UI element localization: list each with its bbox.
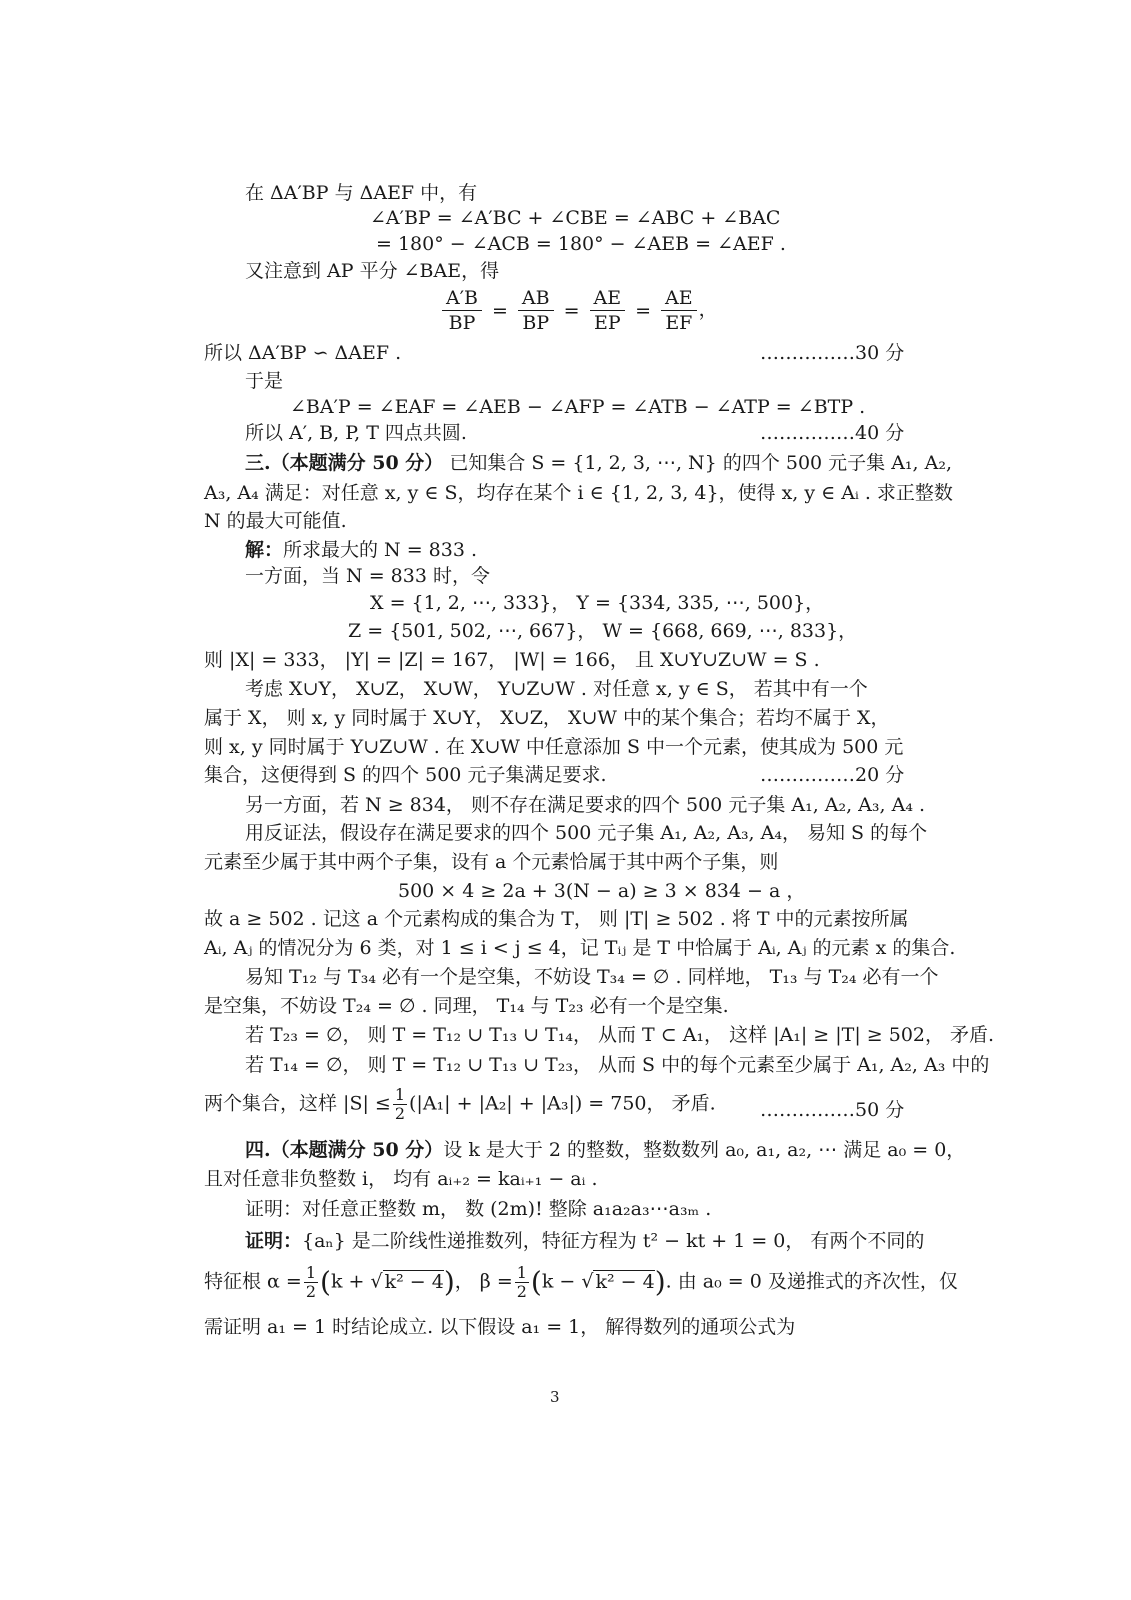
text-line: 若 T₂₃ = ∅， 则 T = T₁₂ ∪ T₁₃ ∪ T₁₄， 从而 T ⊂ A₁， 这样 |A₁| ≥ |T| ≥ 502， 矛盾. — [245, 1024, 995, 1046]
problem-heading: 三.（本题满分 50 分） 已知集合 S = {1, 2, 3, ⋯, N} 的四个 500 元子集 A₁, A₂, — [245, 452, 952, 474]
fraction: $\frac{AE}{EP}$ — [590, 286, 626, 335]
equation-line: X = {1, 2, ⋯, 333}， Y = {334, 335, ⋯, 500}， — [370, 592, 825, 614]
text-line: A₃, A₄ 满足：对任意 x, y ∈ S，均存在某个 i ∈ {1, 2, 3, 4}，使得 x, y ∈ Aᵢ . 求正整数 — [204, 482, 953, 504]
score-marker: ……………20 分 — [760, 764, 905, 786]
text-line: 在 ΔA′BP 与 ΔAEF 中，有 — [245, 182, 478, 204]
sqrt-symbol: √ — [370, 1270, 383, 1293]
solution-line: 解：所求最大的 N = 833 . — [245, 539, 478, 561]
text-line: N 的最大可能值. — [204, 510, 347, 532]
text-line: 所以 ΔA′BP ∽ ΔAEF . — [204, 342, 402, 364]
text-line: 元素至少属于其中两个子集，设有 a 个元素恰属于其中两个子集，则 — [204, 851, 779, 873]
text-line: 易知 T₁₂ 与 T₃₄ 必有一个是空集，不妨设 T₃₄ = ∅ . 同样地， T₁₃ 与 T₂₄ 必有一个 — [245, 966, 939, 988]
fraction-equation: $\frac{A'B}{BP}$ = $\frac{AB}{BP}$ = $\frac{AE}{EP}$ = $\frac{AE}{EF}$ ， — [440, 286, 718, 342]
text-line: 属于 X， 则 x, y 同时属于 X∪Y， X∪Z， X∪W 中的某个集合；若均不属于 X， — [204, 707, 890, 729]
equation-line: Z = {501, 502, ⋯, 667}， W = {668, 669, ⋯, 833}， — [348, 620, 858, 642]
text-line-with-roots: 特征根 α = $\frac{1}{2}$ (k + √ k² − 4)， β = $\frac{1}{2}$ (k − √ k² − 4). 由 a₀ = 0 及递推式的齐次性，仅 — [204, 1263, 958, 1301]
proof-line: 证明：{aₙ} 是二阶线性递推数列，特征方程为 t² − kt + 1 = 0， 有两个不同的 — [245, 1230, 925, 1252]
text-line: 一方面，当 N = 833 时，令 — [245, 565, 490, 587]
text-line: 又注意到 AP 平分 ∠BAE，得 — [245, 260, 500, 282]
proof-label: 证明： — [245, 1230, 303, 1252]
text-line: 若 T₁₄ = ∅， 则 T = T₁₂ ∪ T₁₃ ∪ T₂₃， 从而 S 中的每个元素至少属于 A₁, A₂, A₃ 中的 — [245, 1054, 990, 1076]
text-line: 考虑 X∪Y， X∪Z， X∪W， Y∪Z∪W . 对任意 x, y ∈ S， 若其中有一个 — [245, 678, 868, 700]
fraction: $\frac{AE}{EF}$ — [661, 286, 697, 335]
problem-heading: 四.（本题满分 50 分）设 k 是大于 2 的整数，整数数列 a₀, a₁, a₂, ⋯ 满足 a₀ = 0， — [245, 1139, 966, 1161]
text-line: 用反证法，假设存在满足要求的四个 500 元子集 A₁, A₂, A₃, A₄， 易知 S 的每个 — [245, 822, 928, 844]
text-line: 且对任意非负整数 i， 均有 aᵢ₊₂ = kaᵢ₊₁ − aᵢ . — [204, 1168, 598, 1190]
equation-line: = 180° − ∠ACB = 180° − ∠AEB = ∠AEF . — [376, 233, 786, 255]
equation-line: ∠A′BP = ∠A′BC + ∠CBE = ∠ABC + ∠BAC — [370, 207, 781, 229]
equation-line: ∠BA′P = ∠EAF = ∠AEB − ∠AFP = ∠ATB − ∠ATP = ∠BTP . — [290, 396, 866, 418]
sqrt-symbol: √ — [581, 1270, 594, 1293]
fraction: $\frac{AB}{BP}$ — [518, 286, 554, 335]
text-line: 则 |X| = 333， |Y| = |Z| = 167， |W| = 166， 且 X∪Y∪Z∪W = S . — [204, 649, 820, 671]
text-line: Aᵢ, Aⱼ 的情况分为 6 类，对 1 ≤ i < j ≤ 4，记 Tᵢⱼ 是 T 中恰属于 Aᵢ, Aⱼ 的元素 x 的集合. — [204, 937, 956, 959]
text-line: 证明：对任意正整数 m， 数 (2m)! 整除 a₁a₂a₃⋯a₃ₘ . — [245, 1198, 712, 1220]
score-marker: ……………40 分 — [760, 422, 905, 444]
text-line: 于是 — [245, 370, 284, 392]
problem-title: 三.（本题满分 50 分） — [245, 452, 444, 474]
text-line: 需证明 a₁ = 1 时结论成立. 以下假设 a₁ = 1， 解得数列的通项公式为 — [204, 1316, 796, 1338]
text-line: 集合，这便得到 S 的四个 500 元子集满足要求. — [204, 764, 607, 786]
equation-line: 500 × 4 ≥ 2a + 3(N − a) ≥ 3 × 834 − a ， — [398, 880, 806, 902]
text-line: 则 x, y 同时属于 Y∪Z∪W . 在 X∪W 中任意添加 S 中一个元素，使其成为 500 元 — [204, 736, 904, 758]
fraction: $\frac{1}{2}$ — [305, 1263, 317, 1301]
text-line: 所以 A′, B, P, T 四点共圆. — [245, 422, 467, 444]
fraction: $\frac{1}{2}$ — [516, 1263, 527, 1301]
text-line: 故 a ≥ 502 . 记这 a 个元素构成的集合为 T， 则 |T| ≥ 502 . 将 T 中的元素按所属 — [204, 908, 909, 930]
problem-title: 四.（本题满分 50 分） — [245, 1139, 444, 1161]
page-number: 3 — [550, 1388, 560, 1406]
score-marker: ……………30 分 — [760, 342, 905, 364]
text-line-with-fraction: 两个集合，这样 |S| ≤ $\frac{1}{2}$ (|A₁| + |A₂| + |A₃|) = 750， 矛盾. — [204, 1085, 716, 1123]
text-line: 另一方面，若 N ≥ 834， 则不存在满足要求的四个 500 元子集 A₁, A₂, A₃, A₄ . — [245, 794, 926, 816]
fraction: $\frac{1}{2}$ — [394, 1085, 406, 1123]
text-line: 是空集，不妨设 T₂₄ = ∅ . 同理， T₁₄ 与 T₂₃ 必有一个是空集. — [204, 995, 729, 1017]
fraction: $\frac{A'B}{BP}$ — [442, 286, 482, 335]
solution-label: 解： — [245, 539, 284, 561]
score-marker: ……………50 分 — [760, 1099, 905, 1121]
